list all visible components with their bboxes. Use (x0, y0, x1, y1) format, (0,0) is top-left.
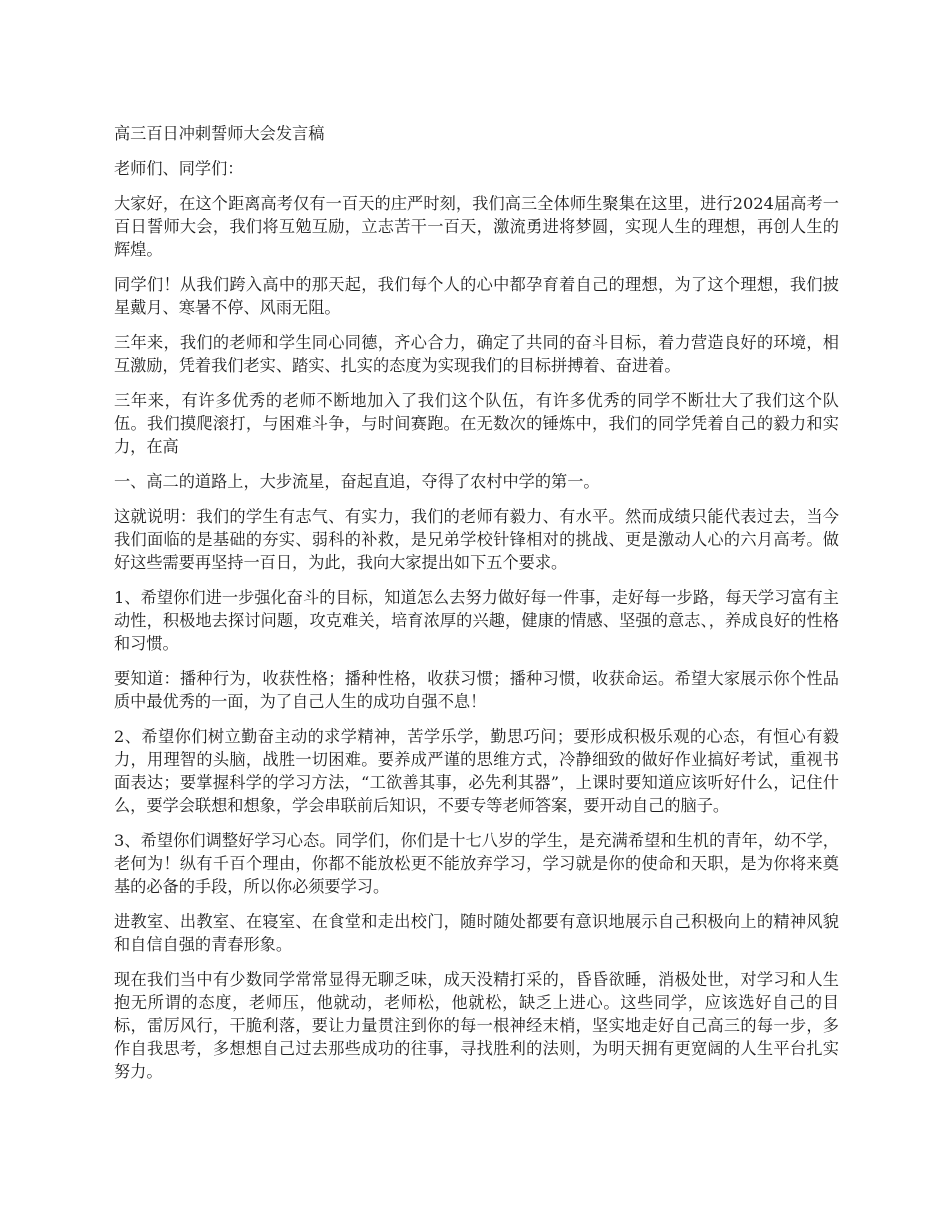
paragraph-requirement-3: 3、希望你们调整好学习心态。同学们，你们是十七八岁的学生，是充满希望和生机的青年，幼不学，老何为！纵有千百个理由，你都不能放松更不能放弃学习，学习就是你的使命和天职，是为你将来奠基的必备的手段，所以你必须要学习。 (114, 831, 839, 896)
document-body (114, 122, 839, 1095)
document-title: 高三百日冲刺誓师大会发言稿 (114, 124, 325, 143)
paragraph: 进教室、出教室、在寝室、在食堂和走出校门，随时随处都要有意识地展示自己积极向上的精神风貌和自信自强的青春形象。 (114, 912, 839, 954)
paragraph-requirement-2: 2、希望你们树立勤奋主动的求学精神，苦学乐学，勤思巧问；要形成积极乐观的心态，有恒心有毅力，用理智的头脑，战胜一切困难。要养成严谨的思维方式，冷静细致的做好作业搞好考试，重视书面表达；要掌握科学的学习方法，“工欲善其事，必先利其器”，上课时要知道应该听好什么，记住什么，要学会联想和想象，学会串联前后知识，不要专等老师答案，要开动自己的脑子。 (114, 727, 839, 815)
paragraph-salutation: 老师们、同学们： (114, 159, 244, 178)
paragraph: 三年来，有许多优秀的老师不断地加入了我们这个队伍，有许多优秀的同学不断壮大了我们这个队伍。我们摸爬滚打，与困难斗争，与时间赛跑。在无数次的锤炼中，我们的同学凭着自己的毅力和实力，在高 (114, 391, 839, 456)
paragraph: 同学们！从我们跨入高中的那天起，我们每个人的心中都孕育着自己的理想，为了这个理想，我们披星戴月、寒暑不停、风雨无阻。 (114, 275, 839, 317)
paragraph: 这就说明：我们的学生有志气、有实力，我们的老师有毅力、有水平。然而成绩只能代表过去，当今我们面临的是基础的夯实、弱科的补救，是兄弟学校针锋相对的挑战、更是激动人心的六月高考。做好这些需要再坚持一百日，为此，我向大家提出如下五个要求。 (114, 507, 839, 572)
paragraph: 一、高二的道路上，大步流星，奋起直追，夺得了农村中学的第一。 (114, 472, 600, 491)
paragraph: 大家好，在这个距离高考仅有一百天的庄严时刻，我们高三全体师生聚集在这里，进行2024届高考一百日誓师大会，我们将互勉互励，立志苦干一百天，激流勇进将梦圆，实现人生的理想，再创人生的辉煌。 (114, 194, 839, 259)
paragraph: 现在我们当中有少数同学常常显得无聊乏味，成天没精打采的，昏昏欲睡，消极处世，对学习和人生抱无所谓的态度，老师压，他就动，老师松，他就松，缺乏上进心。这些同学，应该选好自己的目标，雷厉风行，干脆利落，要让力量贯注到你的每一根神经末梢，坚实地走好自己高三的每一步，多作自我思考，多想想自己过去那些成功的往事，寻找胜利的法则，为明天拥有更宽阔的人生平台扎实努力。 (114, 970, 839, 1081)
paragraph: 要知道：播种行为，收获性格；播种性格，收获习惯；播种习惯，收获命运。希望大家展示你个性品质中最优秀的一面，为了自己人生的成功自强不息！ (114, 669, 839, 711)
paragraph: 三年来，我们的老师和学生同心同德，齐心合力，确定了共同的奋斗目标，着力营造良好的环境，相互激励，凭着我们老实、踏实、扎实的态度为实现我们的目标拼搏着、奋进着。 (114, 333, 839, 375)
paragraph-requirement-1: 1、希望你们进一步强化奋斗的目标，知道怎么去努力做好每一件事，走好每一步路，每天学习富有主动性，积极地去探讨问题，攻克难关，培育浓厚的兴趣，健康的情感、坚强的意志、，养成良好的性格和习惯。 (114, 588, 839, 653)
